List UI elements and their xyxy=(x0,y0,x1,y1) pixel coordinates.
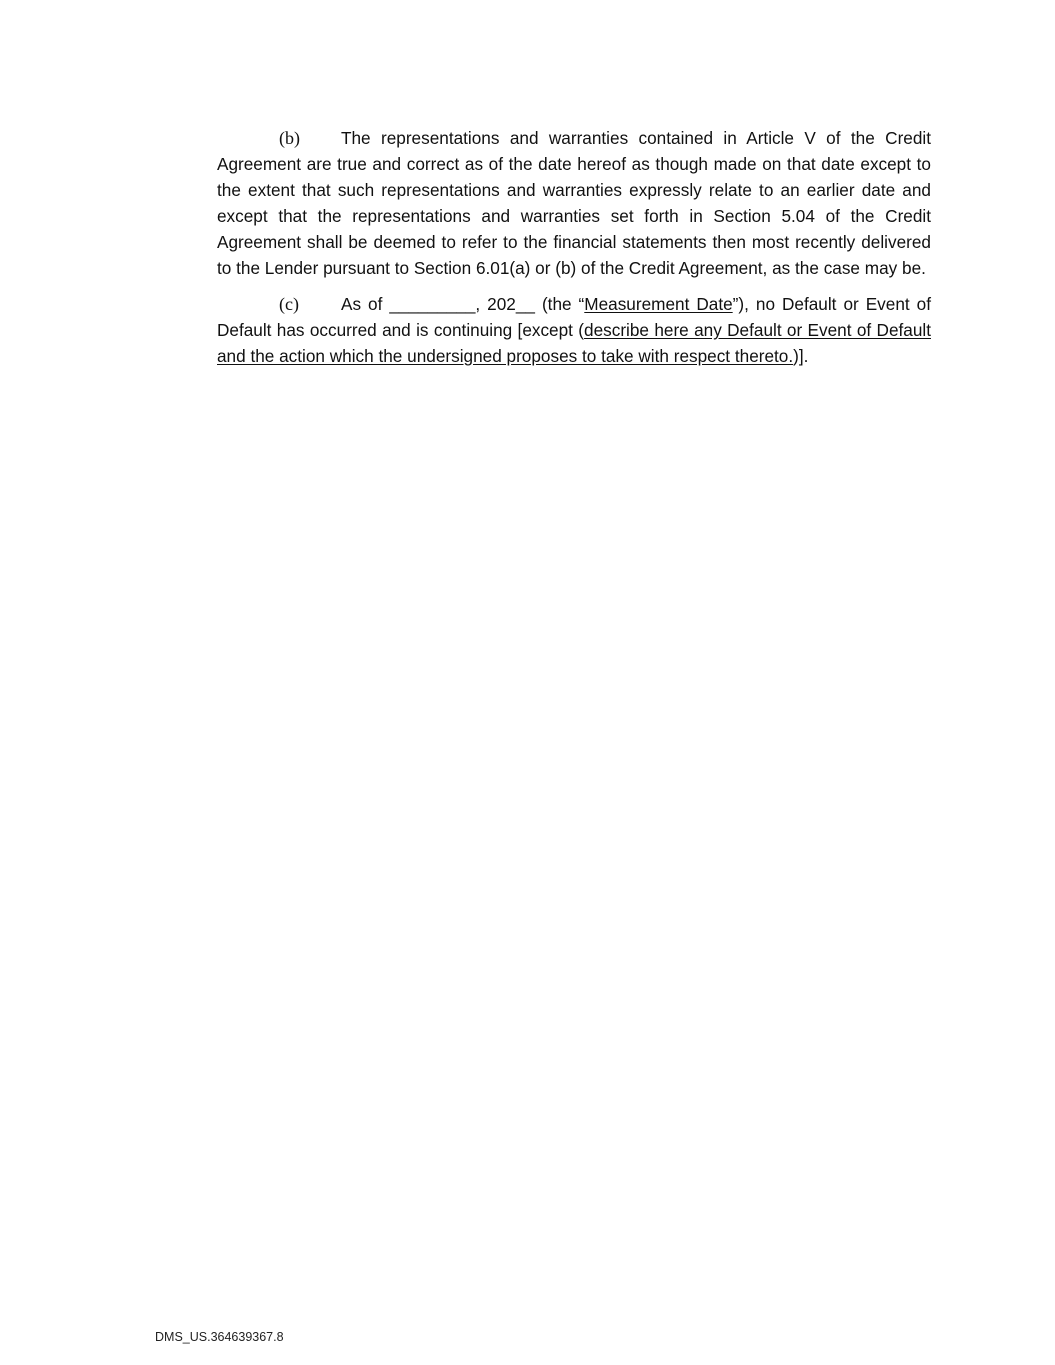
paragraph-c-number: (c) xyxy=(279,294,299,314)
document-footer-id: DMS_US.364639367.8 xyxy=(155,1330,284,1344)
paragraph-c xyxy=(217,291,931,369)
measurement-date-term: Measurement Date xyxy=(584,294,733,314)
default-description-instruction: describe here any Default or Event of Default and the action which the undersigned proposes to take with respect thereto. xyxy=(217,320,931,366)
document-body xyxy=(217,125,931,369)
paragraph-b-text: The representations and warranties contained in Article V of the Credit Agreement are true and correct as of the date hereof as though made on that date except to the extent that such representations and warranties expressly relate to an earlier date and except that the representations and warranties set forth in Section 5.04 of the Credit Agreement shall be deemed to refer to the financial statements then most recently delivered to the Lender pursuant to Section 6.01(a) or (b) of the Credit Agreement, as the case may be. xyxy=(217,128,931,278)
paragraph-b xyxy=(217,125,931,281)
paragraph-c-text-3: )]. xyxy=(793,346,809,366)
paragraph-b-number: (b) xyxy=(279,128,300,148)
paragraph-c-text-1: As of _________, 202__ (the “ xyxy=(341,294,585,314)
paragraph-c-text-2: ”), no Default or Event of Default has occurred and is continuing [except ( xyxy=(217,294,931,340)
